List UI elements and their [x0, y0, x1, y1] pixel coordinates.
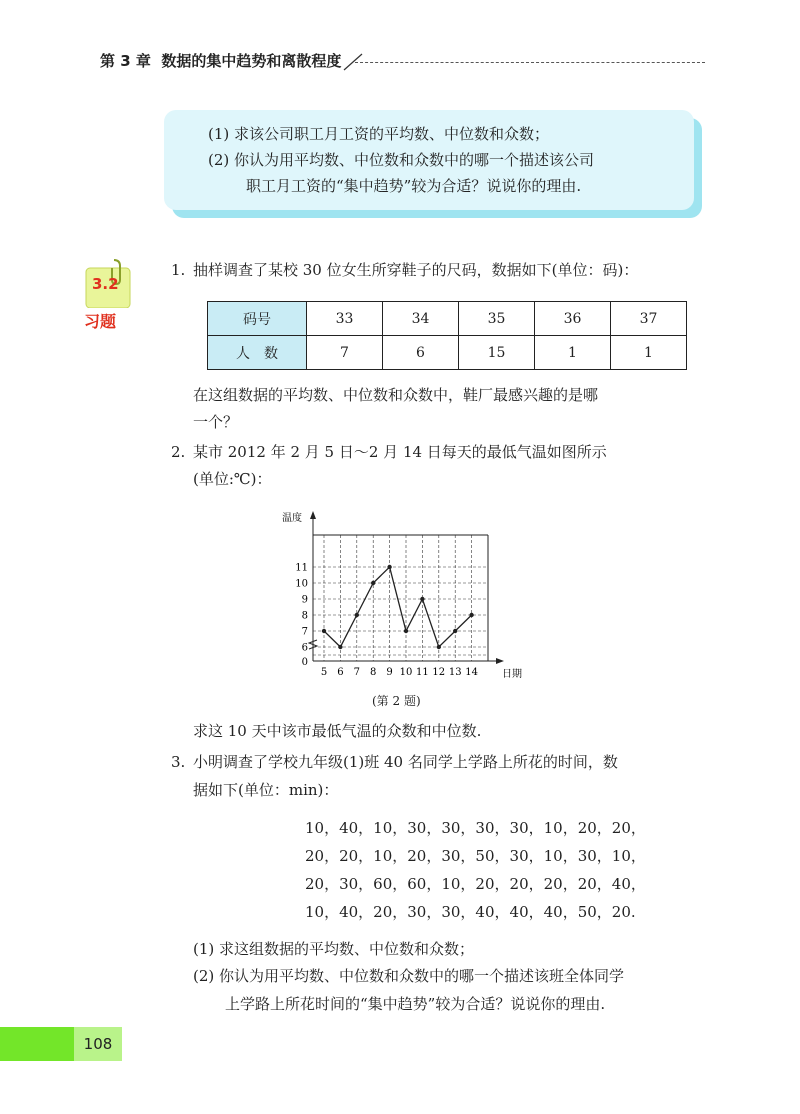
table-header-size: 码号	[208, 302, 307, 336]
x-tick-label: 8	[370, 667, 377, 678]
data-point	[453, 629, 457, 633]
figure-caption: (第 2 题)	[372, 694, 421, 708]
chart-series-line	[324, 567, 472, 647]
y-tick-label: 8	[301, 610, 308, 622]
data-point	[338, 645, 342, 649]
x-tick-label: 11	[416, 667, 429, 678]
box-question-2-line2: 职工月工资的“集中趋势”较为合适？说说你的理由.	[246, 177, 582, 195]
exercise-3-question-2-line2: 上学路上所花时间的“集中趋势”较为合适？说说你的理由.	[225, 995, 606, 1013]
axis-break-icon	[309, 640, 317, 649]
data-row-3: 20，30，60，60，10，20，20，20，20，40，	[305, 875, 646, 893]
exercise-3-text-line2: 据如下(单位：min)：	[193, 781, 339, 799]
x-tick-label: 5	[320, 667, 328, 678]
page-number: 108	[74, 1027, 122, 1061]
chapter-number: 第 3 章	[100, 52, 151, 70]
origin-label: 0	[301, 657, 308, 668]
exercise-1-number: 1.	[171, 261, 186, 279]
x-tick-label: 10	[399, 667, 413, 678]
table-cell: 34	[383, 302, 459, 336]
table-cell: 15	[459, 336, 535, 370]
table-cell: 6	[383, 336, 459, 370]
page-number-bar	[0, 1027, 74, 1061]
box-question-2-line1: (2) 你认为用平均数、中位数和众数中的哪一个描述该公司	[208, 151, 595, 169]
data-point	[387, 565, 391, 569]
data-row-4: 10，40，20，30，30，40，40，40，50，20.	[305, 903, 636, 921]
y-tick-label: 9	[301, 594, 308, 606]
table-header-count: 人 数	[208, 336, 307, 370]
exercise-2-text-line1: 某市 2012 年 2 月 5 日～2 月 14 日每天的最低气温如图所示	[193, 443, 607, 461]
chapter-title: 数据的集中趋势和离散程度	[161, 52, 342, 70]
x-tick-label: 14	[465, 667, 478, 678]
x-tick-label: 6	[337, 667, 344, 678]
table-cell: 36	[535, 302, 611, 336]
exercise-3-question-2-line1: (2) 你认为用平均数、中位数和众数中的哪一个描述该班全体同学	[193, 967, 625, 985]
data-row-2: 20，20，10，20，30，50，30，10，30，10，	[305, 847, 646, 865]
y-tick-label: 7	[301, 626, 308, 638]
table-row	[208, 336, 687, 370]
data-point	[404, 629, 408, 633]
exercise-2-text-line2: (单位:℃)：	[193, 470, 272, 488]
exercise-3-number: 3.	[171, 753, 186, 771]
exercise-2-question: 求这 10 天中该市最低气温的众数和中位数.	[193, 722, 482, 740]
exercise-section-number: 3.2	[92, 275, 119, 293]
chart-axes	[309, 511, 504, 664]
data-point	[437, 645, 441, 649]
exercise-1-followup-line2: 一个？	[193, 413, 239, 431]
table-cell: 35	[459, 302, 535, 336]
exercise-3-text-line1: 小明调查了学校九年级(1)班 40 名同学上学路上所花的时间，数	[193, 753, 618, 771]
table-cell: 33	[307, 302, 383, 336]
table-cell: 37	[611, 302, 687, 336]
y-tick-label: 11	[295, 562, 308, 574]
table-row	[208, 302, 687, 336]
y-tick-label: 6	[301, 642, 308, 654]
y-axis-arrow-icon	[310, 511, 316, 519]
exercise-2-number: 2.	[171, 443, 186, 461]
table-cell: 1	[535, 336, 611, 370]
data-row-1: 10，40，10，30，30，30，30，10，20，20，	[305, 819, 646, 837]
data-point	[469, 613, 473, 617]
x-tick-label: 12	[432, 667, 446, 678]
chart-grid	[313, 535, 488, 661]
exercise-label: 习题	[84, 312, 117, 331]
shoe-size-table	[207, 301, 687, 370]
exercise-1-followup-line1: 在这组数据的平均数、中位数和众数中，鞋厂最感兴趣的是哪	[193, 386, 599, 404]
data-point	[355, 613, 359, 617]
table-cell: 7	[307, 336, 383, 370]
y-tick-label: 10	[295, 578, 308, 590]
data-point	[420, 597, 424, 601]
exercise-3-question-1: (1) 求这组数据的平均数、中位数和众数；	[193, 940, 475, 958]
data-point	[322, 629, 326, 633]
x-tick-label: 7	[353, 667, 360, 678]
x-tick-label: 13	[448, 667, 462, 678]
x-tick-label: 9	[386, 667, 393, 678]
exercise-1-text: 抽样调查了某校 30 位女生所穿鞋子的尺码，数据如下(单位：码)：	[193, 261, 639, 279]
header-dashed-rule	[355, 62, 705, 63]
data-point	[371, 581, 375, 585]
chart-y-axis-label: 温度	[282, 513, 302, 524]
chart-x-axis-label: 日期	[502, 669, 522, 680]
question-box	[164, 110, 694, 210]
box-question-1: (1) 求该公司职工月工资的平均数、中位数和众数；	[208, 125, 550, 143]
x-axis-arrow-icon	[496, 658, 504, 664]
temperature-line-chart	[280, 505, 540, 690]
table-cell: 1	[611, 336, 687, 370]
chart-points	[322, 565, 474, 649]
chapter-header	[100, 50, 341, 71]
